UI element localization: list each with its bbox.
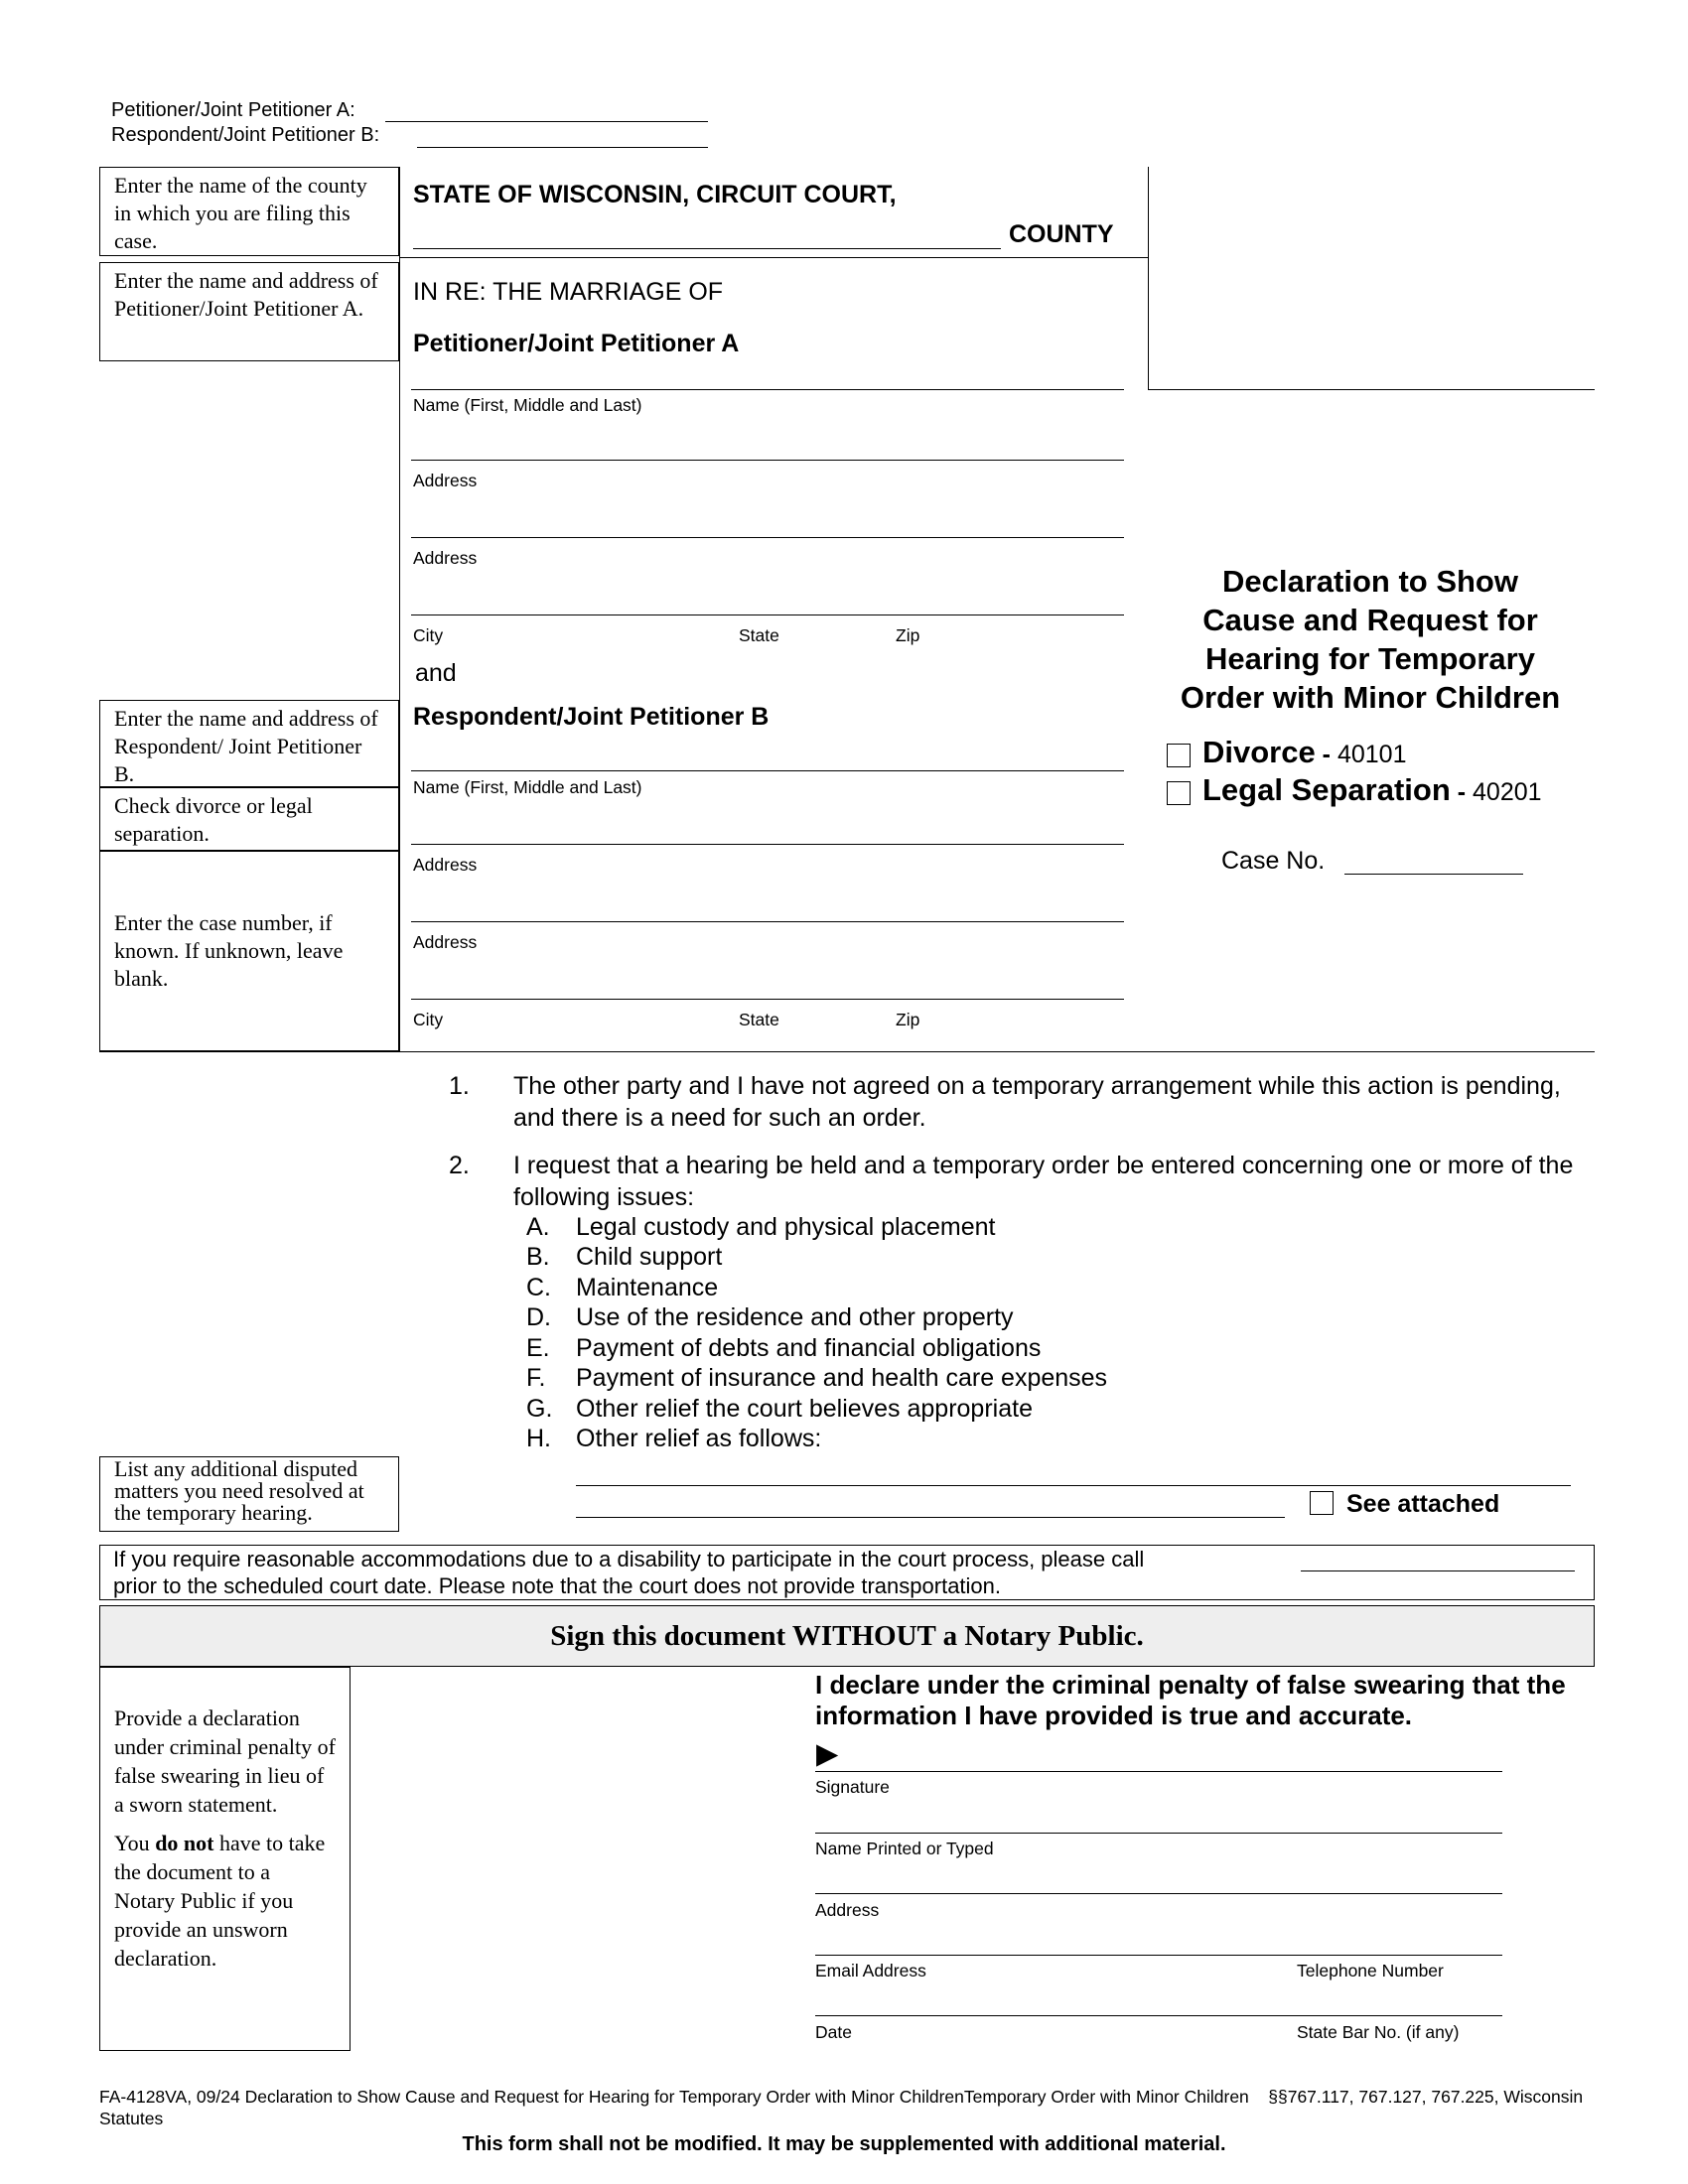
signature-arrow-icon: ▶ xyxy=(816,1738,839,1770)
instruction-case-number xyxy=(99,851,399,1051)
issue-text: Use of the residence and other property xyxy=(576,1303,1014,1331)
issue-letter: H. xyxy=(526,1425,551,1452)
party-a-address1-field[interactable] xyxy=(411,460,1124,461)
top-petitioner-label: Petitioner/Joint Petitioner A: xyxy=(111,99,355,121)
issue-text: Child support xyxy=(576,1243,723,1271)
signature-field[interactable] xyxy=(815,1771,1502,1772)
form-title-line-4: Order with Minor Children xyxy=(1180,680,1561,715)
bar-number-label: State Bar No. (if any) xyxy=(1297,2022,1460,2042)
party-a-heading: Petitioner/Joint Petitioner A xyxy=(413,330,740,357)
issue-text: Payment of insurance and health care expenses xyxy=(576,1364,1108,1392)
party-a-address1-label: Address xyxy=(413,471,478,490)
divorce-label: Divorce xyxy=(1202,735,1316,769)
declaration-statement: I declare under the criminal penalty of false swearing that the information I have provided is true and accurate. xyxy=(815,1670,1566,1730)
form-notice: This form shall not be modified. It may be supplemented with additional material. xyxy=(462,2133,1226,2155)
party-a-address2-field[interactable] xyxy=(411,537,1124,538)
party-a-city-field[interactable] xyxy=(411,614,1124,615)
caption-bottom-rule xyxy=(99,1051,1595,1052)
issue-text: Other relief the court believes appropriate xyxy=(576,1395,1033,1423)
form-title-line-3: Hearing for Temporary xyxy=(1205,641,1535,676)
case-no-field[interactable] xyxy=(1344,842,1523,875)
divorce-sep: - xyxy=(1315,741,1337,768)
party-b-name-field[interactable] xyxy=(411,770,1124,771)
instruction-declaration-2-pre: You xyxy=(114,1831,156,1855)
sign-address-label: Address xyxy=(815,1900,880,1920)
legal-separation-option xyxy=(1202,772,1542,808)
caption-right-bottom-rule xyxy=(1148,389,1595,390)
other-relief-line-2[interactable] xyxy=(576,1517,1285,1518)
party-a-name-label: Name (First, Middle and Last) xyxy=(413,395,642,415)
party-a-city-label: City xyxy=(413,625,444,645)
issue-text: Payment of debts and financial obligations xyxy=(576,1334,1042,1362)
instruction-check: Check divorce or legal separation. xyxy=(99,787,399,851)
legal-separation-code: 40201 xyxy=(1473,778,1542,806)
and-label: and xyxy=(415,659,457,687)
caption-court-rule xyxy=(399,257,1148,258)
phone-label: Telephone Number xyxy=(1297,1961,1444,1980)
party-b-city-label: City xyxy=(413,1010,444,1029)
party-b-address2-field[interactable] xyxy=(411,921,1124,922)
caption-right-rule xyxy=(1148,167,1149,390)
party-b-heading: Respondent/Joint Petitioner B xyxy=(413,703,770,731)
instruction-county: Enter the name of the county in which you are filing this case. xyxy=(99,167,399,256)
caption-left-rule xyxy=(399,167,400,1052)
see-attached-label: See attached xyxy=(1346,1490,1500,1518)
divorce-checkbox[interactable] xyxy=(1167,744,1191,767)
party-b-address1-field[interactable] xyxy=(411,844,1124,845)
instruction-declaration-2-post: have to take the document to a Notary Public if you provide an unsworn declaration. xyxy=(114,1831,326,1971)
issue-text: Maintenance xyxy=(576,1274,719,1301)
printed-name-label: Name Printed or Typed xyxy=(815,1839,994,1858)
issue-letter: B. xyxy=(526,1243,550,1271)
instruction-petitioner: Enter the name and address of Petitioner/Joint Petitioner A. xyxy=(99,262,399,361)
party-a-name-field[interactable] xyxy=(411,389,1124,390)
party-a-address2-label: Address xyxy=(413,548,478,568)
top-respondent-label: Respondent/Joint Petitioner B: xyxy=(111,124,380,146)
issue-letter: C. xyxy=(526,1274,551,1301)
date-bar-field[interactable] xyxy=(815,2015,1502,2016)
issue-letter: F. xyxy=(526,1364,546,1392)
court-heading: STATE OF WISCONSIN, CIRCUIT COURT, xyxy=(413,181,897,208)
top-petitioner-field[interactable] xyxy=(385,95,708,122)
legal-separation-checkbox[interactable] xyxy=(1167,781,1191,805)
county-label: COUNTY xyxy=(1009,220,1114,248)
item-1-number: 1. xyxy=(449,1072,470,1100)
email-phone-field[interactable] xyxy=(815,1955,1502,1956)
form-title xyxy=(1152,562,1589,717)
sign-address-field[interactable] xyxy=(815,1893,1502,1894)
issue-letter: G. xyxy=(526,1395,553,1423)
instruction-declaration-2 xyxy=(114,1829,336,1973)
issue-text: Legal custody and physical placement xyxy=(576,1213,996,1241)
notary-banner-text: Sign this document WITHOUT a Notary Public. xyxy=(550,1620,1144,1652)
issue-letter: E. xyxy=(526,1334,550,1362)
instruction-declaration-1: Provide a declaration under criminal penalty of false swearing in lieu of a sworn statement. xyxy=(114,1706,336,1817)
date-label: Date xyxy=(815,2022,852,2042)
issue-letter: A. xyxy=(526,1213,550,1241)
accommodation-phone-field[interactable] xyxy=(1301,1545,1575,1571)
instruction-declaration-2-bold: do not xyxy=(155,1831,214,1855)
accommodation-line-1: If you require reasonable accommodations due to a disability to participate in the court process, please call xyxy=(113,1547,1145,1571)
issue-letter: D. xyxy=(526,1303,551,1331)
instruction-case-number-text: Enter the case number, if known. If unknown, leave blank. xyxy=(114,910,344,991)
item-2-number: 2. xyxy=(449,1152,470,1179)
legal-separation-label: Legal Separation xyxy=(1202,772,1451,807)
instruction-respondent: Enter the name and address of Respondent/ Joint Petitioner B. xyxy=(99,700,399,787)
form-title-line-2: Cause and Request for xyxy=(1202,603,1538,637)
instruction-additional: List any additional disputed matters you need resolved at the temporary hearing. xyxy=(99,1456,399,1532)
party-b-zip-label: Zip xyxy=(896,1010,920,1029)
party-b-city-field[interactable] xyxy=(411,999,1124,1000)
county-field[interactable] xyxy=(413,218,1001,249)
divorce-code: 40101 xyxy=(1336,741,1407,768)
printed-name-field[interactable] xyxy=(815,1833,1502,1834)
form-title-line-1: Declaration to Show xyxy=(1222,564,1518,599)
legal-separation-sep: - xyxy=(1450,778,1474,806)
issue-text: Other relief as follows: xyxy=(576,1425,822,1452)
case-no-label: Case No. xyxy=(1221,847,1326,875)
party-b-state-label: State xyxy=(739,1010,779,1029)
divorce-option xyxy=(1202,735,1406,770)
accommodation-line-2: prior to the scheduled court date. Please note that the court does not provide transportation. xyxy=(113,1573,1002,1598)
other-relief-line-1[interactable] xyxy=(576,1485,1571,1486)
item-2-text: I request that a hearing be held and a temporary order be entered concerning one or more of the following issues: xyxy=(513,1152,1574,1211)
form-footer: FA-4128VA, 09/24 Declaration to Show Cause and Request for Hearing for Temporary Order with Minor ChildrenTemporary Order with Minor Children §§767.117, 767.127, 767.225, Wisconsin Statutes xyxy=(99,2087,1588,2128)
party-a-state-label: State xyxy=(739,625,779,645)
item-1-text: The other party and I have not agreed on a temporary arrangement while this action is pending, and there is a need for such an order. xyxy=(513,1072,1561,1132)
in-re-heading: IN RE: THE MARRIAGE OF xyxy=(413,278,724,306)
notary-banner xyxy=(99,1605,1595,1667)
party-a-zip-label: Zip xyxy=(896,625,920,645)
top-respondent-field[interactable] xyxy=(417,121,708,148)
see-attached-checkbox[interactable] xyxy=(1310,1491,1334,1515)
instruction-declaration xyxy=(99,1667,351,2051)
email-label: Email Address xyxy=(815,1961,926,1980)
party-b-address1-label: Address xyxy=(413,855,478,875)
signature-label: Signature xyxy=(815,1777,890,1797)
party-b-name-label: Name (First, Middle and Last) xyxy=(413,777,642,797)
party-b-address2-label: Address xyxy=(413,932,478,952)
